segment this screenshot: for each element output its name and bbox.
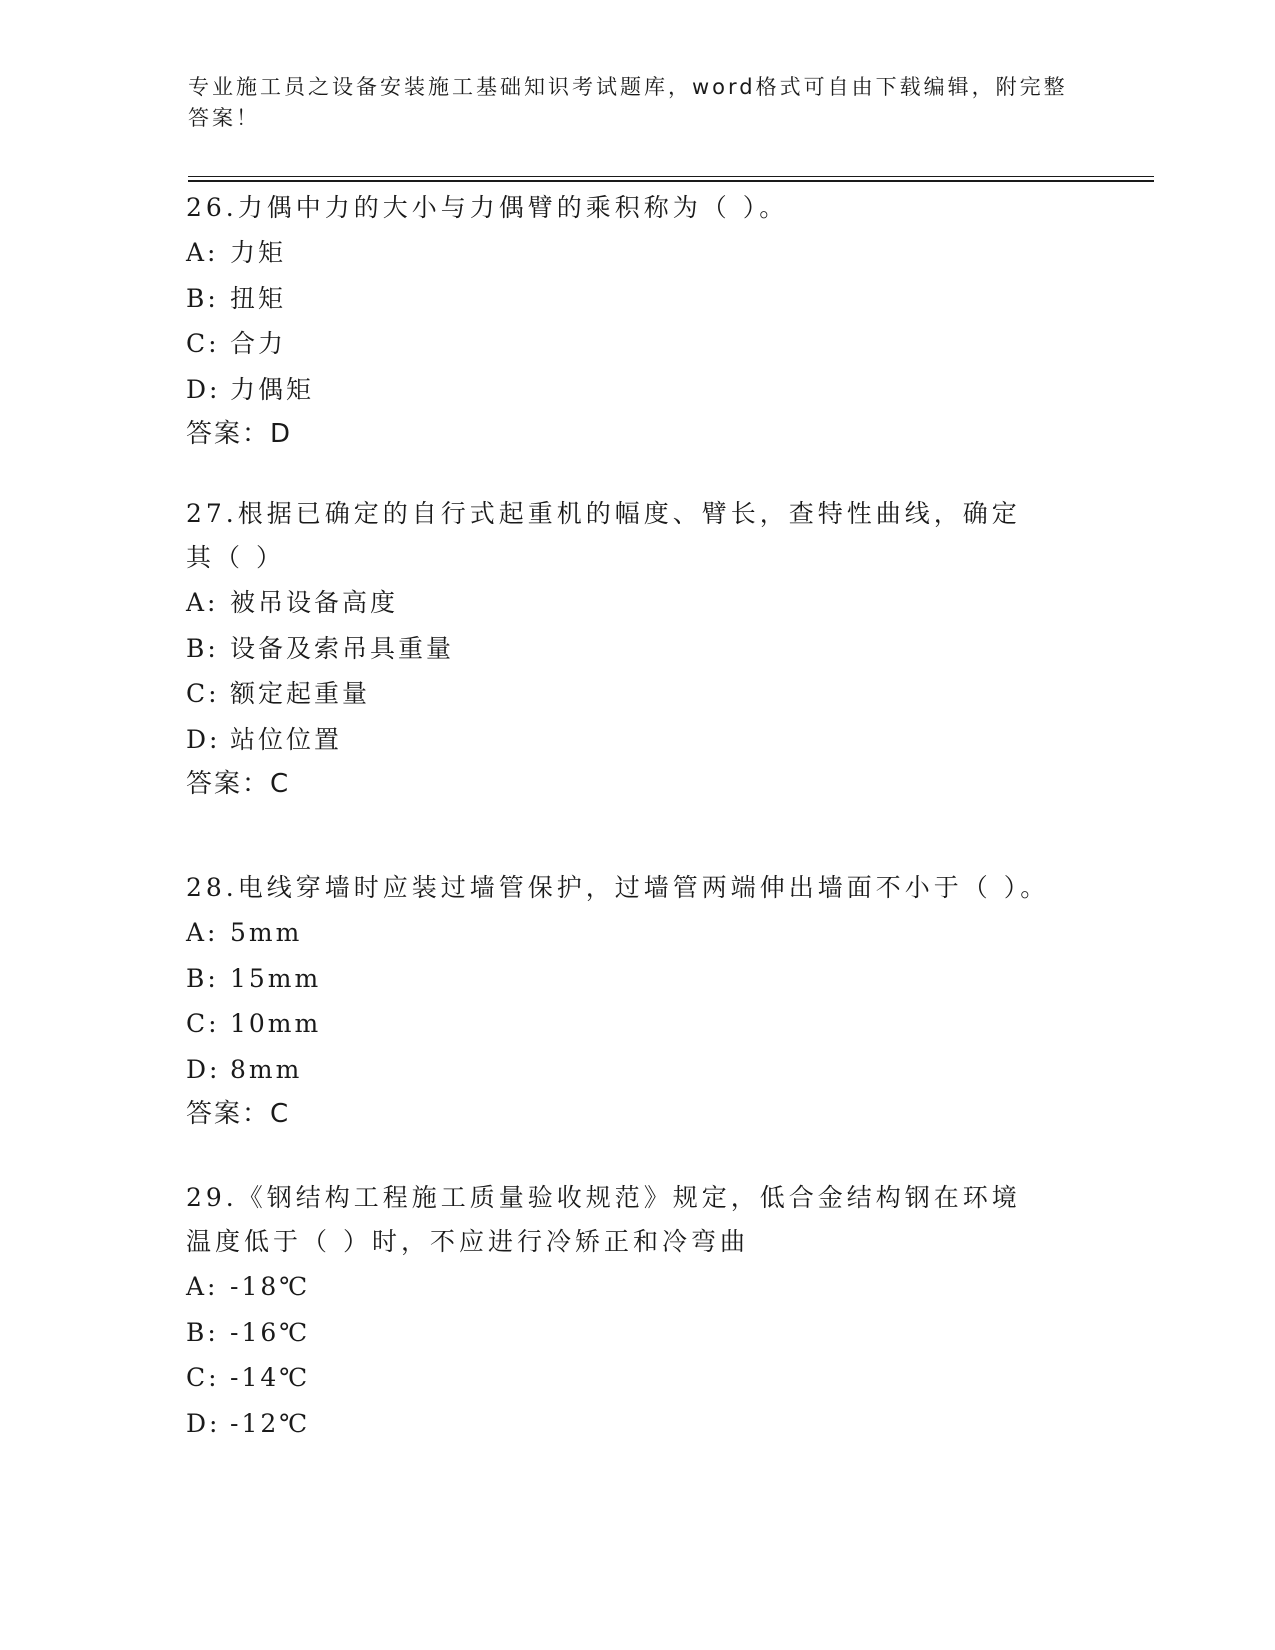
option-a bbox=[186, 1264, 1086, 1310]
option-text: 5mm bbox=[230, 918, 303, 947]
answer-text: 答案：C bbox=[186, 1099, 291, 1129]
option-letter: D: bbox=[186, 724, 221, 754]
option-a bbox=[186, 910, 1086, 956]
question-26 bbox=[186, 186, 1086, 457]
option-letter: B: bbox=[186, 283, 219, 313]
option-text: 15mm bbox=[230, 963, 322, 993]
option-b bbox=[186, 956, 1086, 1002]
option-letter: C: bbox=[186, 1009, 220, 1038]
option-letter: C: bbox=[186, 1363, 220, 1392]
option-text: -14℃ bbox=[230, 1363, 311, 1392]
option-d bbox=[186, 367, 1086, 413]
option-letter: D: bbox=[186, 1408, 221, 1438]
option-text: 设备及索吊具重量 bbox=[230, 633, 455, 663]
option-c bbox=[186, 671, 1086, 717]
option-text: 10mm bbox=[230, 1009, 322, 1038]
option-c bbox=[186, 1001, 1086, 1047]
option-a bbox=[186, 580, 1086, 626]
document-header: 专业施工员之设备安装施工基础知识考试题库，word格式可自由下载编辑，附完整答案！ bbox=[188, 75, 1068, 130]
option-d bbox=[186, 1401, 1086, 1447]
option-c bbox=[186, 321, 1086, 367]
question-stem: 28.电线穿墙时应装过墙管保护，过墙管两端伸出墙面不小于（ ）。 bbox=[186, 873, 1050, 902]
option-letter: B: bbox=[186, 1317, 219, 1347]
option-text: -12℃ bbox=[230, 1408, 311, 1438]
option-letter: A: bbox=[186, 918, 219, 947]
option-letter: B: bbox=[186, 963, 219, 993]
question-stem: 26.力偶中力的大小与力偶臂的乘积称为（ ）。 bbox=[186, 193, 789, 222]
option-text: -18℃ bbox=[230, 1272, 311, 1301]
option-b bbox=[186, 276, 1086, 322]
question-29 bbox=[186, 1176, 1086, 1446]
question-stem: 29.《钢结构工程施工质量验收规范》规定，低合金结构钢在环境温度低于（ ）时，不应进行冷矫正和冷弯曲 bbox=[186, 1183, 1021, 1256]
option-letter: C: bbox=[186, 679, 220, 708]
option-letter: B: bbox=[186, 633, 219, 663]
option-text: 合力 bbox=[230, 329, 287, 358]
option-d bbox=[186, 1047, 1086, 1093]
option-text: 力矩 bbox=[230, 238, 287, 267]
option-text: 扭矩 bbox=[230, 283, 287, 313]
option-c bbox=[186, 1355, 1086, 1401]
option-d bbox=[186, 717, 1086, 763]
header-divider-thin bbox=[188, 176, 1154, 177]
option-letter: A: bbox=[186, 588, 219, 617]
option-letter: D: bbox=[186, 374, 221, 404]
option-text: 站位位置 bbox=[230, 724, 343, 754]
question-28 bbox=[186, 866, 1086, 1137]
option-letter: A: bbox=[186, 1272, 219, 1301]
option-text: 8mm bbox=[230, 1054, 303, 1084]
option-letter: D: bbox=[186, 1054, 221, 1084]
option-letter: A: bbox=[186, 238, 219, 267]
option-text: 额定起重量 bbox=[230, 679, 371, 708]
option-text: -16℃ bbox=[230, 1317, 311, 1347]
question-27 bbox=[186, 492, 1086, 807]
option-letter: C: bbox=[186, 329, 220, 358]
answer-text: 答案：D bbox=[186, 419, 293, 449]
option-text: 被吊设备高度 bbox=[230, 588, 399, 617]
header-divider bbox=[188, 180, 1154, 182]
answer-text: 答案：C bbox=[186, 769, 291, 799]
option-b bbox=[186, 1310, 1086, 1356]
option-a bbox=[186, 230, 1086, 276]
option-b bbox=[186, 626, 1086, 672]
option-text: 力偶矩 bbox=[230, 374, 315, 404]
question-stem: 27.根据已确定的自行式起重机的幅度、臂长，查特性曲线，确定其（ ） bbox=[186, 499, 1021, 572]
